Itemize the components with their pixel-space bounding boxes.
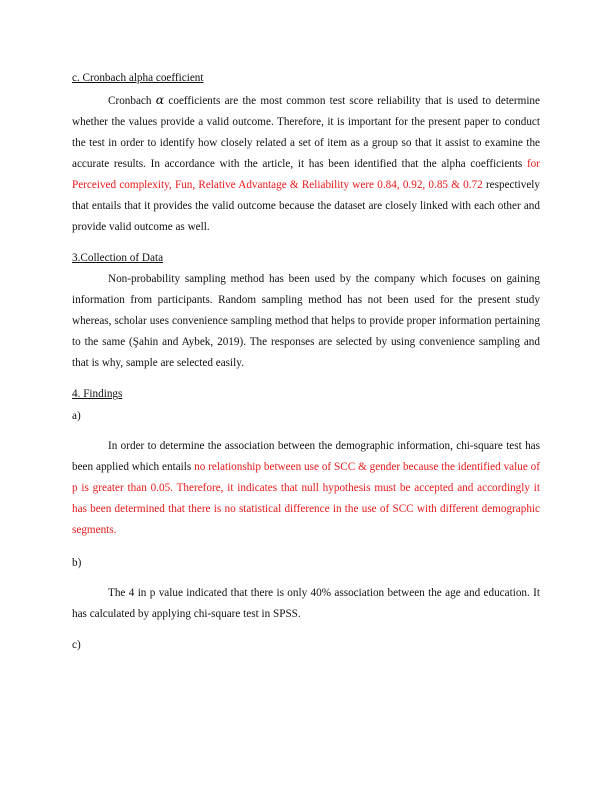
cronbach-heading: c. Cronbach alpha coefficient: [72, 72, 204, 84]
cronbach-paragraph: [72, 89, 540, 238]
collection-heading: 3.Collection of Data: [72, 252, 164, 264]
finding-b-paragraph: The 4 in p value indicated that there is only 40% association between the age and education. It has calculated by applying chi-square test in SPSS.: [72, 587, 540, 620]
finding-a-label: a): [72, 410, 81, 422]
collection-paragraph: Non-probability sampling method has been used by the company which focuses on gaining information from participants. Random sampling method has not been used for the present study whereas, scholar uses convenience sampling method that helps to provide proper information pertaining to the same (Şahin and Aybek, 2019). The responses are selected by using convenience sampling and that is why, sample are selected easily.: [72, 273, 540, 369]
cronbach-text-b: respectively that entails that it provides the valid outcome because the dataset are closely linked with each other and provide valid outcome as well.: [72, 179, 540, 233]
alpha-values-highlight: for Perceived complexity, Fun, Relative Advantage & Reliability were 0.84, 0.92, 0.85 & 0.72: [72, 158, 540, 191]
finding-a-highlight: no relationship between use of SCC & gender because the identified value of p is greater than 0.05. Therefore, it indicates that null hypothesis must be accepted and accordingly it has been determined that there is no statistical difference in the use of SCC with different demographic segments.: [72, 461, 540, 536]
alpha-symbol: α: [155, 92, 165, 107]
finding-a-paragraph: [72, 436, 540, 541]
document-page: [72, 70, 540, 653]
finding-a-text: In order to determine the association between the demographic information, chi-square test has been applied which entails: [72, 440, 540, 473]
findings-heading: 4. Findings: [72, 388, 123, 400]
finding-c-label: c): [72, 639, 81, 651]
cronbach-text-a: coefficients are the most common test score reliability that is used to determine whether the values provide a valid outcome. Therefore, it is important for the present paper to conduct the test in order to identify how closely related a set of item as a group so that it assist to examine the accurate results. In accordance with the article, it has been identified that the alpha coefficients: [72, 95, 540, 170]
finding-b-label: b): [72, 557, 82, 569]
cronbach-text-start: Cronbach: [108, 95, 156, 107]
